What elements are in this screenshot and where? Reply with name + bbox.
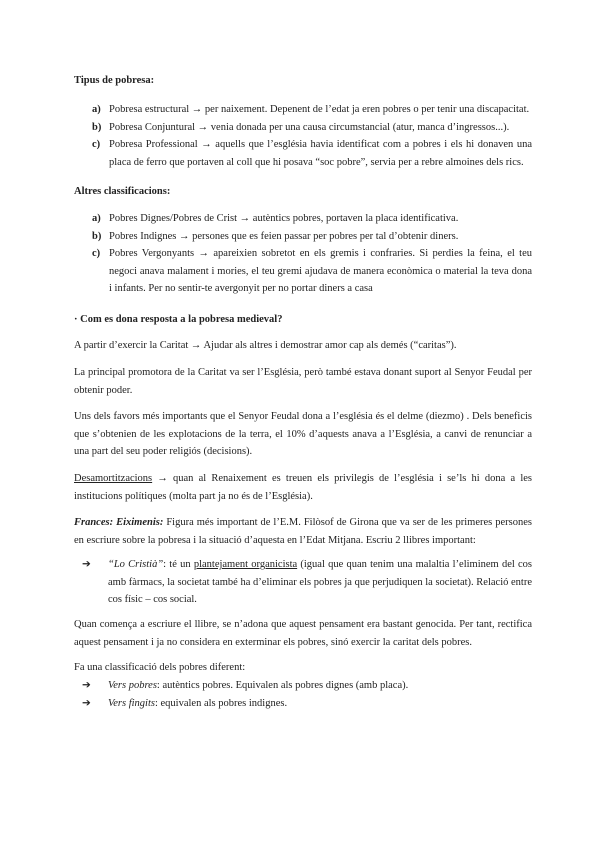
list-altres-classificacions <box>92 210 532 298</box>
arrow-icon: ➔ <box>82 697 91 709</box>
list-marker: c) <box>92 139 101 150</box>
list-marker: c) <box>92 248 101 259</box>
list-item <box>92 119 532 137</box>
paragraph-delme: Uns dels favors més importants que el Senyor Feudal dona a l’església és el delme (diezmo) . Dels beneficis que s’obtenien de les explotacions de la terra, el 10% d’aquests anava a l’Església, a canvi de renunciar a una part del seu poder religiós (decisions). <box>74 411 532 457</box>
list-marker: a) <box>92 104 101 115</box>
paragraph-text: → quan al Renaixement es treuen els privilegis de l’església i se’ls hi dona a les institucions polítiques (molta part ja no és de l’Església). <box>74 473 532 502</box>
list-llibres <box>82 556 532 609</box>
heading-altres-classificacions: Altres classificacions: <box>74 186 171 197</box>
list-item <box>92 136 532 171</box>
term-plantejament: plantejament organicista <box>193 559 298 570</box>
paragraph-desamortitzacions <box>74 470 532 505</box>
list-item-text: Pobres Vergonyants → apareixien sobretot en els gremis i confraries. Si perdies la feina, el teu negoci anava malament i mories, el teu gremi ajudava de manera econòmica o material la teva dona i infants. Per no sentir-te avergonyit per no portar diners a casa <box>109 248 532 294</box>
list-item <box>82 677 532 695</box>
list-item-text: Pobresa Professional → aquells que l’església havia identificat com a pobres i els hi donaven una placa de ferro que portaven al coll que hi posava “soc pobre”, servia per a rebre almoines dels rics. <box>109 139 532 168</box>
list-item-text: Pobres Indignes → persones que es feien passar per pobres per tal d’obtenir diners. <box>109 230 459 242</box>
book-title: “Lo Cristià” <box>108 559 164 570</box>
list-item-text: Pobresa Conjuntural → venia donada per una causa circumstancial (atur, manca d’ingressos...). <box>109 121 510 133</box>
term-desamortitzacions: Desamortitzacions <box>74 473 153 484</box>
list-item <box>82 695 532 713</box>
list-item-text: Pobresa estructural → per naixement. Depenent de l’edat ja eren pobres o per tenir una discapacitat. <box>109 104 530 115</box>
paragraph-classificacio: Fa una classificació dels pobres diferent: <box>74 662 246 673</box>
list-item <box>92 228 532 246</box>
term: Vers fingits <box>108 697 155 709</box>
list-item <box>92 210 532 228</box>
list-item-text: : autèntics pobres. Equivalen als pobres dignes (amb placa). <box>156 680 409 691</box>
term: Vers pobres <box>108 680 157 691</box>
paragraph-genocida: Quan comença a escriure el llibre, se n’adona que aquest pensament era bastant genocida. Per tant, rectifica aquest pensament i ja no considera en exterminar els pobres, sinó exercir la caritat dels pobres. <box>74 619 532 648</box>
list-item-text: Pobres Dignes/Pobres de Crist → autèntics pobres, portaven la placa identificativa. <box>109 213 459 224</box>
list-item <box>92 101 532 119</box>
list-vers-pobres <box>82 677 532 712</box>
paragraph-promotora: La principal promotora de la Caritat va ser l’Església, però també estava donant suport al Senyor Feudal per obtenir poder. <box>74 367 532 396</box>
list-item <box>92 245 532 298</box>
list-item-text: : té un <box>163 559 194 570</box>
paragraph-text: Figura més important de l’E.M. Filòsof de Girona que va ser de les primeres persones en escriure sobre la pobresa i la situació d’aquesta en l’Edat Mitjana. Escriu 2 llibres important: <box>74 517 532 546</box>
arrow-icon: ➔ <box>82 559 91 570</box>
list-item-text: (igual que quan tenim una malaltia l’eliminem del cos amb fàrmacs, la societat també ha d’eliminar els pobres ja que perjudiquen la societat). Relació entre cos físic – cos social. <box>108 559 532 605</box>
arrow-icon: ➔ <box>82 680 91 691</box>
paragraph-eiximenis <box>74 514 532 549</box>
list-tipus-pobresa <box>92 101 532 171</box>
list-item-text: : equivalen als pobres indignes. <box>154 697 288 709</box>
heading-resposta-pobresa: · Com es dona resposta a la pobresa medieval? <box>74 314 283 325</box>
list-marker: b) <box>92 121 102 133</box>
heading-tipus-pobresa: Tipus de pobresa: <box>74 75 155 86</box>
list-marker: b) <box>92 230 102 242</box>
author-name: Frances: Eiximenis: <box>74 517 164 528</box>
list-item <box>82 556 532 609</box>
list-marker: a) <box>92 213 101 224</box>
paragraph-caritat: A partir d’exercir la Caritat → Ajudar als altres i demostrar amor cap als demés (“caritas”). <box>74 340 457 351</box>
